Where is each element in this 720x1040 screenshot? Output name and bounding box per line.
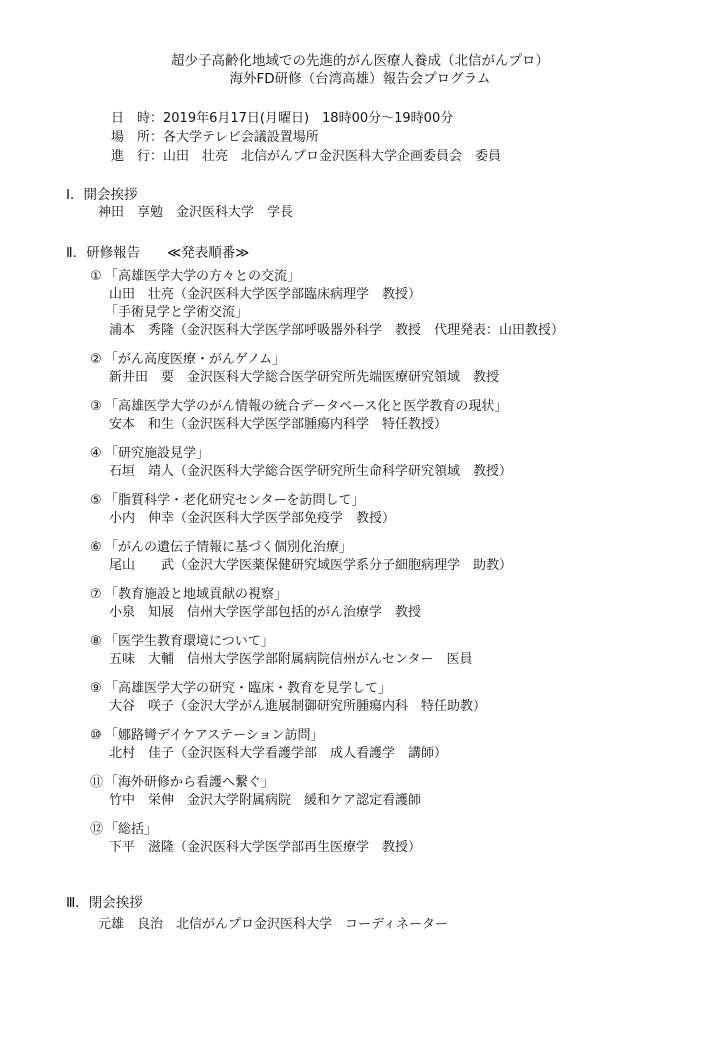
report-presenter: 北村 佳子（金沢医科大学看護学部 成人看護学 講師） <box>109 746 448 761</box>
report-title: 「医学生教育環境について」 <box>105 634 274 649</box>
title-line-1: 超少子高齢化地域での先進的がん医療人養成（北信がんプロ） <box>171 53 549 69</box>
report-title: 「高雄医学大学の研究・臨床・教育を見学して」 <box>105 681 392 696</box>
report-title: 「脂質科学・老化研究センターを訪問して」 <box>105 493 365 508</box>
report-presenter: 山田 壮亮（金沢医科大学医学部臨床病理学 教授） <box>109 287 422 302</box>
report-number: ⑤ <box>90 493 102 508</box>
event-place: 場 所：各大学テレビ会議設置場所 <box>111 130 319 145</box>
report-number: ⑫ <box>90 822 104 837</box>
report-presenter-2: 浦本 秀隆（金沢医科大学医学部呼吸器外科学 教授 代理発表：山田教授） <box>109 323 565 338</box>
closing-speaker: 元雄 良治 北信がんプロ金沢医科大学 コーディネーター <box>98 917 448 932</box>
document-title <box>0 52 720 88</box>
report-item-2 <box>90 351 710 387</box>
report-item-9 <box>90 680 710 716</box>
title-line-2: 海外FD研修（台湾高雄）報告会プログラム <box>229 71 491 87</box>
report-title: 「海外研修から看護へ繋ぐ」 <box>105 775 275 790</box>
report-number: ⑪ <box>90 775 104 790</box>
report-number: ⑩ <box>90 728 102 743</box>
report-presenter: 安本 和生（金沢医科大学医学部腫瘍内科学 特任教授） <box>109 417 448 432</box>
closing-section <box>66 894 448 934</box>
event-info <box>111 109 501 166</box>
opening-speaker: 神田 享勉 金沢医科大学 学長 <box>98 205 294 220</box>
report-title: 「がんの遺伝子情報に基づく個別化治療」 <box>105 540 353 555</box>
report-subtitle: 「手術見学と学術交流」 <box>105 305 249 320</box>
opening-heading: Ⅰ．開会挨拶 <box>66 187 138 203</box>
report-item-6 <box>90 539 710 575</box>
report-presenter: 石垣 靖人（金沢医科大学総合医学研究所生命科学研究領域 教授） <box>109 464 513 479</box>
report-presenter: 新井田 要 金沢医科大学総合医学研究所先端医療研究領域 教授 <box>109 370 500 385</box>
report-title: 「総括」 <box>105 822 158 837</box>
report-item-3 <box>90 398 710 434</box>
event-moderator: 進 行：山田 壮亮 北信がんプロ金沢医科大学企画委員会 委員 <box>111 149 502 164</box>
report-number: ⑨ <box>90 681 102 696</box>
report-item-8 <box>90 633 710 669</box>
report-presenter: 下平 滋隆（金沢医科大学医学部再生医療学 教授） <box>109 840 422 855</box>
report-presenter: 小泉 知展 信州大学医学部包括的がん治療学 教授 <box>109 605 422 620</box>
report-presenter: 大谷 咲子（金沢大学がん進展制御研究所腫瘍内科 特任助教） <box>109 699 487 714</box>
report-item-4 <box>90 445 710 481</box>
event-date: 日 時：2019年6月17日(月曜日) 18時00分～19時00分 <box>111 111 454 126</box>
report-list <box>90 268 710 868</box>
report-title: 「高雄医学大学の方々との交流」 <box>105 269 301 284</box>
report-item-11 <box>90 774 710 810</box>
report-presenter: 小内 伸幸（金沢医科大学医学部免疫学 教授） <box>109 511 396 526</box>
report-title: 「高雄医学大学のがん情報の統合データベース化と医学教育の現状」 <box>105 399 508 414</box>
report-number: ① <box>90 269 102 284</box>
opening-section <box>66 186 293 222</box>
report-number: ② <box>90 352 102 367</box>
report-number: ③ <box>90 399 102 414</box>
report-number: ⑥ <box>90 540 102 555</box>
reports-heading: Ⅱ．研修報告 ≪発表順番≫ <box>66 245 250 261</box>
report-number: ⑧ <box>90 634 102 649</box>
report-item-7 <box>90 586 710 622</box>
report-item-5 <box>90 492 710 528</box>
reports-section <box>66 244 249 262</box>
report-title: 「がん高度医療・がんゲノム」 <box>105 352 286 367</box>
closing-heading: Ⅲ．閉会挨拶 <box>66 895 143 911</box>
report-title: 「研究施設見学」 <box>105 446 210 461</box>
report-presenter: 竹中 栄伸 金沢大学附属病院 緩和ケア認定看護師 <box>109 793 422 808</box>
report-item-12 <box>90 821 710 857</box>
report-presenter: 尾山 武（金沢大学医薬保健研究域医学系分子細胞病理学 助教） <box>109 558 513 573</box>
report-item-10 <box>90 727 710 763</box>
report-number: ⑦ <box>90 587 102 602</box>
report-number: ④ <box>90 446 102 461</box>
report-title: 「教育施設と地域貢献の視察」 <box>105 587 288 602</box>
report-title: 「娜路彎デイケアステーション訪問」 <box>105 728 324 743</box>
report-item-1 <box>90 268 710 340</box>
report-presenter: 五味 大輔 信州大学医学部附属病院信州がんセンター 医員 <box>109 652 473 667</box>
